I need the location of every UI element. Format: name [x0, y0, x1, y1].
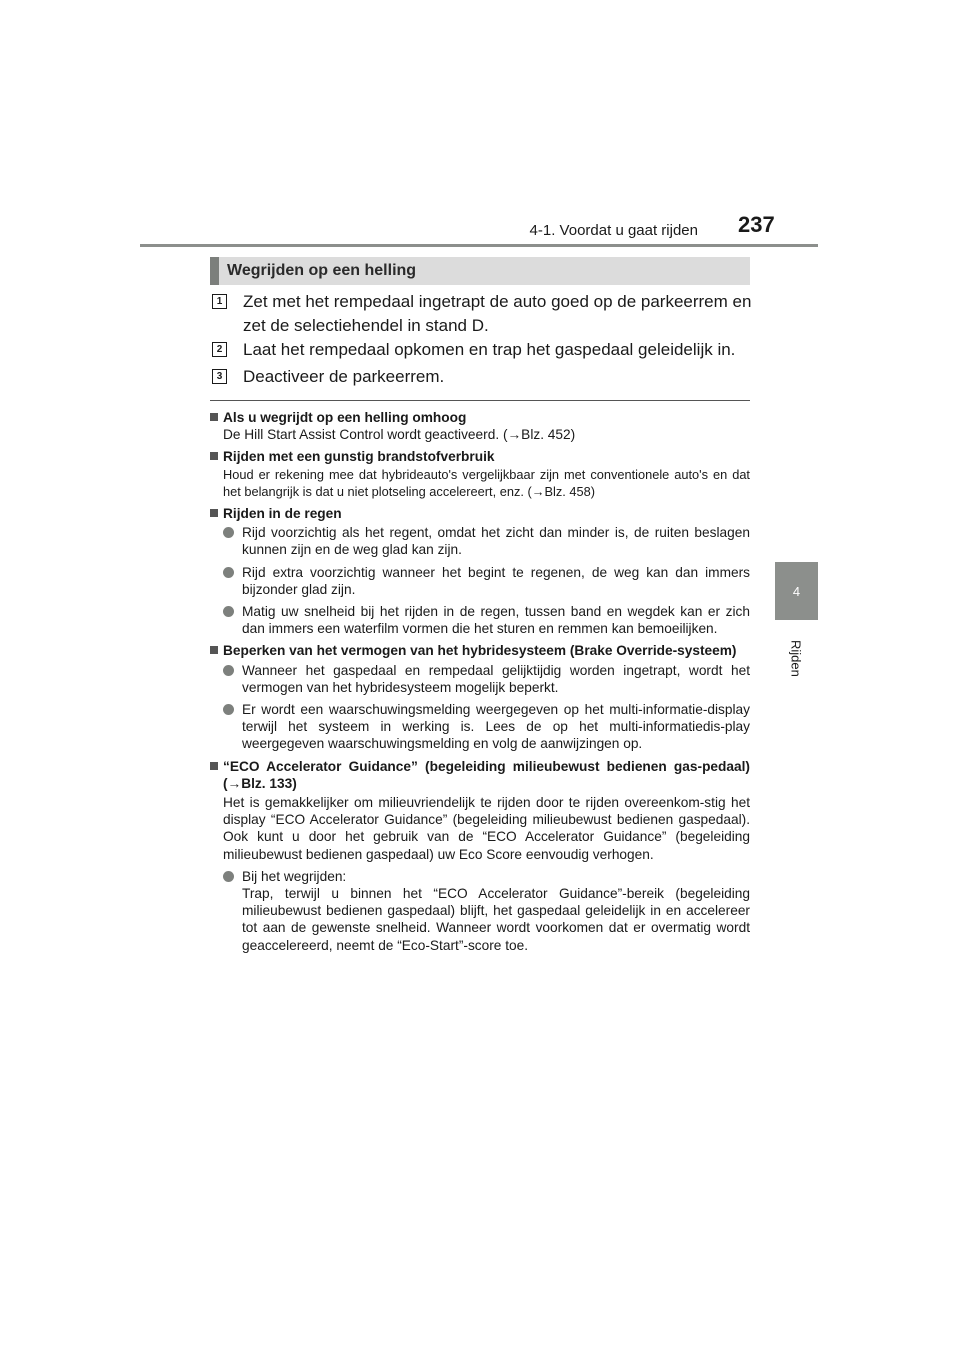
note-text: Houd er rekening mee dat hybrideauto's vergelijkbaar zijn met conventionele auto's en dat het belangrijk is dat u niet plotseling accelereert, enz. (→Blz. 458) [223, 466, 750, 499]
square-bullet-icon [210, 413, 218, 421]
step-number: 1 [212, 294, 227, 309]
square-bullet-icon [210, 509, 218, 517]
step-text: Deactiveer de parkeerrem. [243, 367, 445, 386]
note-heading: Rijden in de regen [210, 505, 750, 522]
bullet-item: Wanneer het gaspedaal en rempedaal gelijktijdig worden ingetrapt, wordt het vermogen van het hybridesysteem mogelijk beperkt. [210, 662, 750, 696]
bullet-item: Rijd voorzichtig als het regent, omdat het zicht dan minder is, de ruiten beslagen kunnen zijn en de weg glad kan zijn. [210, 524, 750, 558]
note-heading: “ECO Accelerator Guidance” (begeleiding milieubewust bedienen gas-pedaal) (→Blz. 133) [210, 758, 750, 792]
circle-bullet-icon [223, 871, 234, 882]
bullet-item: Bij het wegrijden: Trap, terwijl u binnen het “ECO Accelerator Guidance”-bereik (begeleiding milieubewust bedienen gaspedaal) blijft, het gaspedaal geleidelijk in en accelereer tot aan de gewenste snelheid. Wanneer wordt voorkomen dat er overmatig wordt geaccelereerd, neemt de “Eco-Start”-score toe. [210, 868, 750, 954]
chapter-tab-number: 4 [792, 583, 801, 599]
note-heading: Als u wegrijdt op een helling omhoog [210, 409, 750, 426]
note-heading: Beperken van het vermogen van het hybridesysteem (Brake Override-systeem) [210, 642, 750, 659]
step-1 [212, 290, 752, 338]
step-text: Laat het rempedaal opkomen en trap het gaspedaal geleidelijk in. [243, 340, 736, 359]
section-heading [210, 257, 750, 285]
square-bullet-icon [210, 452, 218, 460]
note-text: De Hill Start Assist Control wordt geactiveerd. (→Blz. 452) [223, 427, 576, 443]
bullet-item: Matig uw snelheid bij het rijden in de regen, tussen band en wegdek kan er zich dan immers een waterfilm vormen die het sturen en remmen kan bemoeilijken. [210, 603, 750, 637]
step-3 [212, 365, 752, 389]
header-rule [140, 244, 818, 247]
chapter-tab-label: Rijden [788, 639, 804, 677]
circle-bullet-icon [223, 567, 234, 578]
step-text: Zet met het rempedaal ingetrapt de auto goed op de parkeerrem en zet de selectiehendel in stand D. [243, 292, 752, 335]
circle-bullet-icon [223, 527, 234, 538]
square-bullet-icon [210, 762, 218, 770]
square-bullet-icon [210, 646, 218, 654]
circle-bullet-icon [223, 606, 234, 617]
section-divider [210, 400, 750, 401]
page-number: 237 [738, 212, 775, 237]
step-2 [212, 338, 752, 362]
note-heading: Rijden met een gunstig brandstofverbruik [210, 448, 750, 465]
step-number: 2 [212, 342, 227, 357]
circle-bullet-icon [223, 665, 234, 676]
bullet-item: Er wordt een waarschuwingsmelding weergegeven op het multi-informatie-display terwijl het systeem in werking is. Lees de op het multi-informatiedis-play weergegeven waarschuwingsmelding en volg de aanwijzingen op. [210, 701, 750, 753]
bullet-item: Rijd extra voorzichtig wanneer het begint te regenen, de weg kan dan immers bijzonder glad zijn. [210, 564, 750, 598]
step-number: 3 [212, 369, 227, 384]
note-text: Het is gemakkelijker om milieuvriendelijk te rijden door te rijden overeenkom-stig het display “ECO Accelerator Guidance” (begeleiding milieubewust bedienen gaspedaal). Ook kunt u door het gebruik van de “ECO Accelerator Guidance” (begeleiding milieubewust bedienen gaspedaal) uw Eco Score eenvoudig verhogen. [223, 795, 750, 862]
circle-bullet-icon [223, 704, 234, 715]
section-heading-text: Wegrijden op een helling [227, 262, 417, 279]
chapter-tab [775, 562, 818, 620]
notes [210, 409, 750, 959]
header-section-title: 4-1. Voordat u gaat rijden [529, 222, 698, 239]
